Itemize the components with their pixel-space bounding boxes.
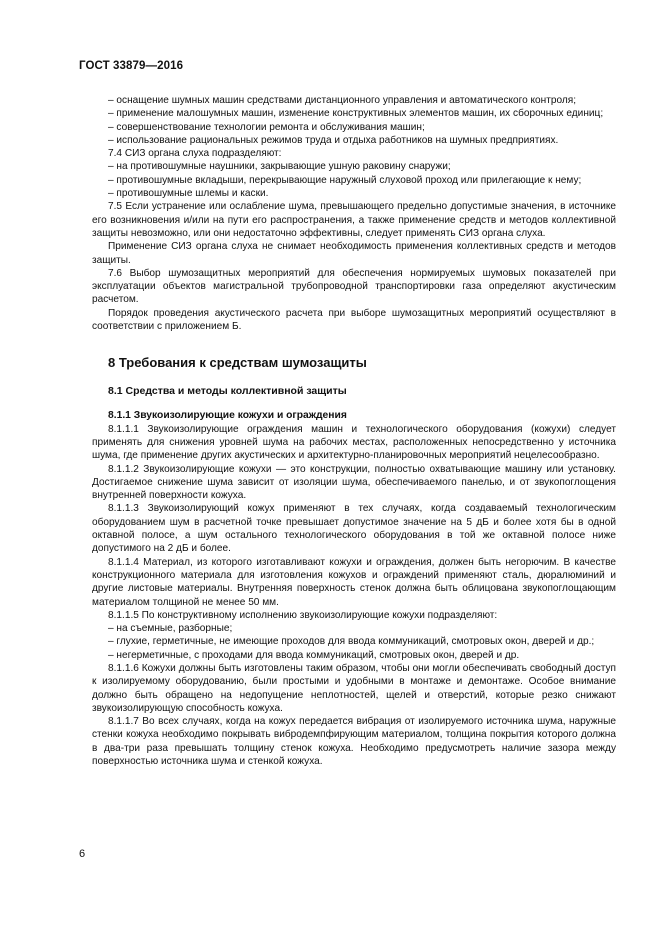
standard-header: ГОСТ 33879—2016: [79, 60, 184, 72]
paragraph: 8.1.1.5 По конструктивному исполнению звукоизолирующие кожухи подразделяют:: [108, 609, 498, 621]
paragraph: Применение СИЗ органа слуха не снимает необходимость применения коллективных средств и методов защиты.: [92, 241, 616, 266]
paragraph: 8.1.1.6 Кожухи должны быть изготовлены таким образом, чтобы они могли обеспечивать свободный доступ к изолируемому оборудованию, были простыми и удобными в монтаже и демонтаже. Особое внимание должно быть обращено на недопущение неплотностей, щелей и отверстий, которые резко снижают звукоизолирующую способность кожуха.: [92, 662, 616, 714]
paragraph: – противошумные вкладыши, перекрывающие наружный слуховой проход или прилегающие к нему;: [108, 174, 582, 186]
paragraph: – совершенствование технологии ремонта и обслуживания машин;: [108, 121, 425, 133]
paragraph: – глухие, герметичные, не имеющие проходов для ввода коммуникаций, смотровых окон, дверей и др.;: [108, 636, 595, 648]
subsubsection-heading: 8.1.1 Звукоизолирующие кожухи и ограждения: [108, 410, 347, 422]
paragraph: Порядок проведения акустического расчета при выборе шумозащитных мероприятий осуществляют в соответствии с приложением Б.: [92, 307, 616, 333]
paragraph: – применение малошумных машин, изменение конструктивных элементов машин, их сборочных единиц;: [108, 108, 604, 120]
paragraph: – оснащение шумных машин средствами дистанционного управления и автоматического контроля;: [108, 95, 577, 106]
paragraph: 8.1.1.7 Во всех случаях, когда на кожух передается вибрация от изолируемого источника шума, наружные стенки кожуха необходимо покрывать вибродемпфирующим материалом, толщина покрытия которого должна в два-три раза превышать толщину стенок кожуха. Необходимо предусмотреть наличие зазора между поверхностью источника шума и стенкой кожуха.: [92, 716, 616, 768]
subsection-heading: 8.1 Средства и методы коллективной защиты: [108, 385, 347, 398]
document-body: [92, 94, 616, 768]
paragraph: 7.4 СИЗ органа слуха подразделяют:: [108, 148, 282, 160]
paragraph: 8.1.1.2 Звукоизолирующие кожухи — это конструкции, полностью охватывающие машину или установку. Достигаемое снижение шума зависит от изоляции шума, обеспечиваемого панелью, и от звукопоглощения внутренней поверхности кожуха.: [92, 463, 616, 502]
paragraph: 8.1.1.3 Звукоизолирующий кожух применяют в тех случаях, когда создаваемый технологическим оборудованием шум в расчетной точке превышает допустимое значение на 5 дБ и более хотя бы в одной октавной полосе, а шум остального технологического оборудования в той же октавной полосе ниже допустимого на 2 дБ и более.: [92, 503, 616, 555]
paragraph: – использование рациональных режимов труда и отдыха работников на шумных предприятиях.: [108, 134, 559, 146]
paragraph: – противошумные шлемы и каски.: [108, 188, 269, 200]
section-heading: 8 Требования к средствам шумозащиты: [108, 355, 367, 371]
paragraph: 7.6 Выбор шумозащитных мероприятий для обеспечения нормируемых шумовых показателей при эксплуатации объектов магистральной трубопроводной транспортировки газа определяют акустическим расчетом.: [92, 267, 616, 306]
paragraph: 7.5 Если устранение или ослабление шума, превышающего предельно допустимые значения, в источнике его возникновения и/или на пути его распространения, а также применение средств и методов коллективной защиты невозможно, или они недостаточно эффективны, следует применять СИЗ органа слуха.: [92, 201, 616, 239]
paragraph: – на съемные, разборные;: [108, 623, 233, 635]
paragraph: 8.1.1.1 Звукоизолирующие ограждения машин и технологического оборудования (кожухи) следует применять для снижения уровней шума на рабочих местах, расположенных непосредственно у источника шума, где применение других акустических и архитектурно-планировочных мероприятий нецелесообразно.: [92, 423, 616, 462]
paragraph: 8.1.1.4 Материал, из которого изготавливают кожухи и ограждения, должен быть негорючим. В качестве конструкционного материала для изготовления кожухов и ограждений применяют сталь, дюралюминий и другие листовые материалы. Внутренняя поверхность стенок должна быть облицована звукопоглощающим материалом толщиной не менее 50 мм.: [92, 556, 616, 608]
paragraph: – негерметичные, с проходами для ввода коммуникаций, смотровых окон, дверей и др.: [108, 649, 520, 661]
page-number: 6: [79, 848, 86, 860]
paragraph: – на противошумные наушники, закрывающие ушную раковину снаружи;: [108, 161, 451, 173]
